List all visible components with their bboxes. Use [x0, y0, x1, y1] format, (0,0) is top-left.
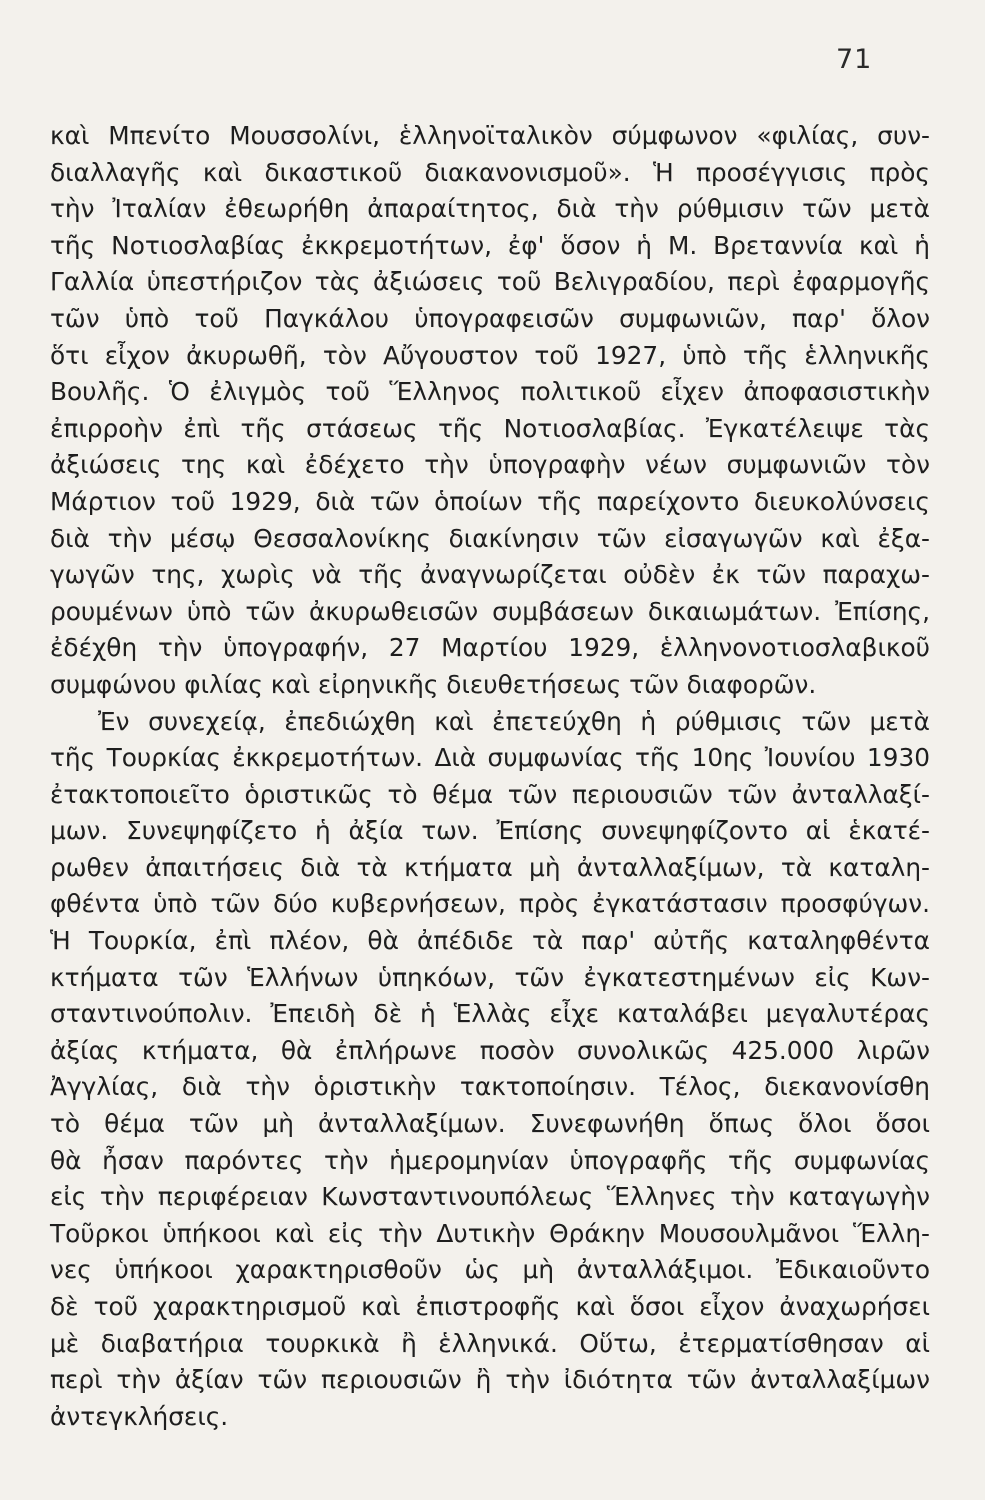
text-line: τὴν Ἰταλίαν ἐθεωρήθη ἀπαραίτητος, διὰ τὴν ρύθμισιν τῶν μετὰ [50, 194, 930, 224]
text-line: Βουλῆς. Ὁ ἐλιγμὸς τοῦ Ἕλληνος πολιτικοῦ εἶχεν ἀποφασιστικὴν [50, 377, 930, 407]
text-line: σταντινούπολιν. Ἐπειδὴ δὲ ἡ Ἑλλὰς εἶχε καταλάβει μεγαλυτέρας [50, 999, 930, 1029]
text-line: κτήματα τῶν Ἑλλήνων ὑπηκόων, τῶν ἐγκατεστημένων εἰς Κων- [50, 962, 930, 992]
text-line: Ἐν συνεχείᾳ, ἐπεδιώχθη καὶ ἐπετεύχθη ἡ ρύθμισις τῶν μετὰ [98, 706, 930, 736]
text-line: περὶ τὴν ἀξίαν τῶν περιουσιῶν ἢ τὴν ἰδιότητα τῶν ἀνταλλαξίμων [50, 1365, 930, 1395]
text-line: μων. Συνεψηφίζετο ἡ ἀξία των. Ἐπίσης συνεψηφίζοντο αἱ ἑκατέ- [50, 816, 930, 846]
text-line: Ἀγγλίας, διὰ τὴν ὁριστικὴν τακτοποίησιν. Τέλος, διεκανονίσθη [50, 1072, 930, 1102]
page-number: 71 [836, 44, 873, 75]
text-line: ἐτακτοποιεῖτο ὁριστικῶς τὸ θέμα τῶν περιουσιῶν τῶν ἀνταλλαξί- [50, 779, 930, 809]
text-line: δὲ τοῦ χαρακτηρισμοῦ καὶ ἐπιστροφῆς καὶ ὅσοι εἶχον ἀναχωρήσει [50, 1292, 930, 1321]
text-line: ἐδέχθη τὴν ὑπογραφήν, 27 Μαρτίου 1929, ἑλληνονοτιοσλαβικοῦ [50, 633, 930, 663]
body-text [50, 118, 930, 1435]
text-line: ἀξιώσεις της καὶ ἐδέχετο τὴν ὑπογραφὴν νέων συμφωνιῶν τὸν [50, 450, 930, 480]
text-line: τῆς Τουρκίας ἐκκρεμοτήτων. Διὰ συμφωνίας τῆς 10ης Ἰουνίου 1930 [50, 743, 930, 773]
text-line: ἐπιρροὴν ἐπὶ τῆς στάσεως τῆς Νοτιοσλαβίας. Ἐγκατέλειψε τὰς [50, 413, 930, 443]
text-line: Ἡ Τουρκία, ἐπὶ πλέον, θὰ ἀπέδιδε τὰ παρ' αὐτῆς καταληφθέντα [50, 926, 930, 956]
text-line: ὅτι εἶχον ἀκυρωθῆ, τὸν Αὔγουστον τοῦ 1927, ὑπὸ τῆς ἑλληνικῆς [50, 340, 930, 370]
text-line: ἀντεγκλήσεις. [50, 1401, 229, 1431]
text-line: Τοῦρκοι ὑπήκοοι καὶ εἰς τὴν Δυτικὴν Θράκην Μουσουλμᾶνοι Ἕλλη- [50, 1218, 930, 1248]
text-line: συμφώνου φιλίας καὶ εἰρηνικῆς διευθετήσεως τῶν διαφορῶν. [50, 669, 817, 699]
text-line: τὸ θέμα τῶν μὴ ἀνταλλαξίμων. Συνεφωνήθη ὅπως ὅλοι ὅσοι [50, 1109, 930, 1139]
text-line: θὰ ἦσαν παρόντες τὴν ἡμερομηνίαν ὑπογραφῆς τῆς συμφωνίας [50, 1145, 930, 1175]
text-line: φθέντα ὑπὸ τῶν δύο κυβερνήσεων, πρὸς ἐγκατάστασιν προσφύγων. [50, 889, 930, 919]
text-line: διὰ τὴν μέσῳ Θεσσαλονίκης διακίνησιν τῶν εἰσαγωγῶν καὶ ἐξα- [50, 523, 930, 553]
text-line: τῆς Νοτιοσλαβίας ἐκκρεμοτήτων, ἐφ' ὅσον ἡ Μ. Βρεταννία καὶ ἡ [50, 230, 930, 260]
text-line: καὶ Μπενίτο Μουσσολίνι, ἑλληνοϊταλικὸν σύμφωνον «φιλίας, συν- [50, 121, 930, 150]
text-line: ρωθεν ἀπαιτήσεις διὰ τὰ κτήματα μὴ ἀνταλλαξίμων, τὰ καταλη- [50, 852, 930, 882]
text-line: εἰς τὴν περιφέρειαν Κωνσταντινουπόλεως Ἕλληνες τὴν καταγωγὴν [50, 1182, 930, 1212]
text-line: ρουμένων ὑπὸ τῶν ἀκυρωθεισῶν συμβάσεων δικαιωμάτων. Ἐπίσης, [50, 596, 930, 626]
text-line: Γαλλία ὑπεστήριζον τὰς ἀξιώσεις τοῦ Βελιγραδίου, περὶ ἐφαρμογῆς [50, 267, 930, 297]
text-line: διαλλαγῆς καὶ δικαστικοῦ διακανονισμοῦ». Ἡ προσέγγισις πρὸς [50, 157, 930, 187]
text-line: νες ὑπήκοοι χαρακτηρισθοῦν ὡς μὴ ἀνταλλάξιμοι. Ἐδικαιοῦντο [50, 1255, 930, 1285]
text-line: ἀξίας κτήματα, θὰ ἐπλήρωνε ποσὸν συνολικῶς 425.000 λιρῶν [50, 1035, 930, 1065]
text-line: Μάρτιον τοῦ 1929, διὰ τῶν ὁποίων τῆς παρείχοντο διευκολύνσεις [50, 486, 930, 516]
text-line: τῶν ὑπὸ τοῦ Παγκάλου ὑπογραφεισῶν συμφωνιῶν, παρ' ὅλον [50, 303, 930, 333]
text-line: γωγῶν της, χωρὶς νὰ τῆς ἀναγνωρίζεται οὐδὲν ἐκ τῶν παραχω- [50, 560, 930, 590]
text-line: μὲ διαβατήρια τουρκικὰ ἢ ἑλληνικά. Οὕτω, ἐτερματίσθησαν αἱ [50, 1328, 930, 1358]
